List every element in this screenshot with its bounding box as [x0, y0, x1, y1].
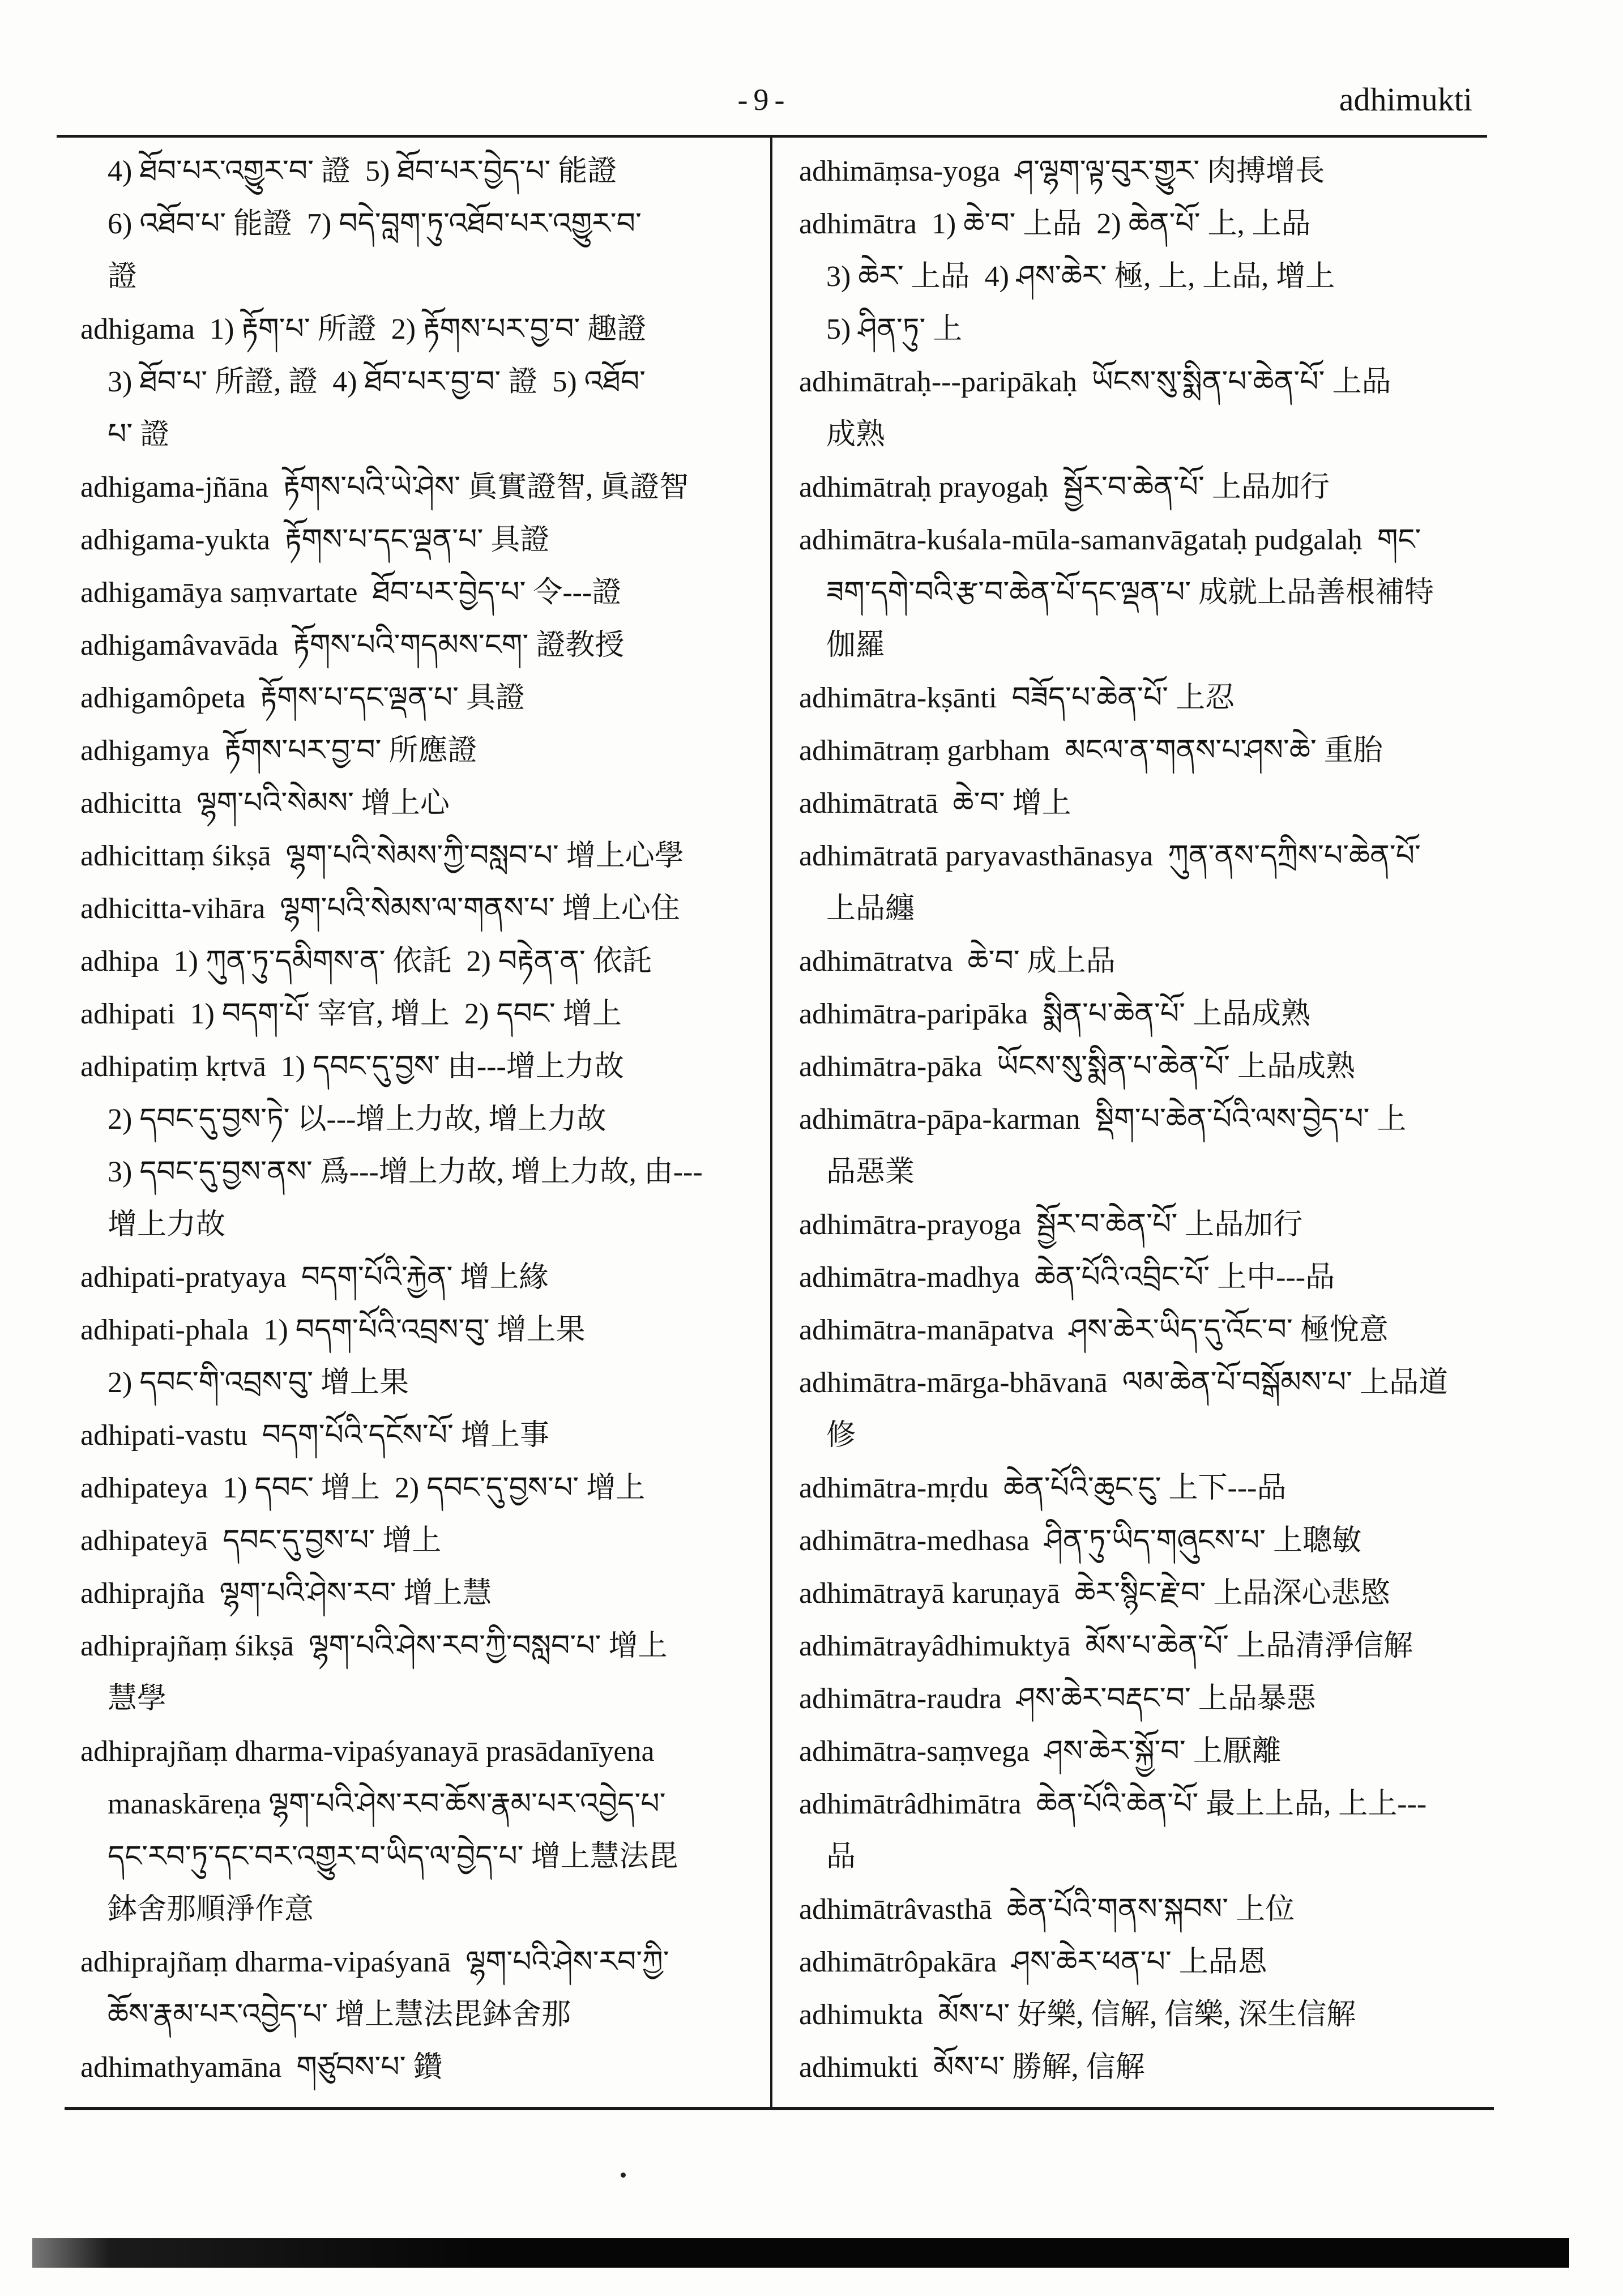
entry-continuation-line [80, 1883, 760, 1936]
dictionary-entry [80, 882, 760, 935]
dictionary-entry [799, 514, 1490, 672]
entry-gloss: ཤ་ལྷག་ལྟ་བུར་གྱུར་ 肉搏增長 [1015, 155, 1325, 187]
headword: adhimātra-raudra [799, 1683, 1002, 1715]
entry-gloss: སྡིག་པ་ཆེན་པོའི་ལས་བྱེད་པ་ 上 [1095, 1103, 1407, 1136]
headword: adhiprajñaṃ dharma-vipaśyanayā prasādanīyena [80, 1735, 655, 1768]
left-column [80, 145, 760, 2094]
entry-first-line [799, 1093, 1490, 1146]
entry-first-line [799, 1567, 1490, 1620]
headword: adhicittaṃ śikṣā [80, 840, 271, 872]
entry-first-line [799, 830, 1490, 882]
headword: adhigamāya saṃvartate [80, 577, 358, 609]
dictionary-entry [799, 830, 1490, 935]
entry-gloss: བདག་པོའི་དངོས་པོ་ 增上事 [262, 1419, 549, 1452]
dictionary-entry [80, 1040, 760, 1251]
entry-gloss: 3) ཆེར་ 上品 4) ཤས་ཆེར་ 極, 上, 上品, 增上 [826, 261, 1335, 293]
headword: adhipatiṃ kṛtvā [80, 1051, 266, 1083]
dictionary-entry [80, 514, 760, 566]
dictionary-entry [799, 2041, 1490, 2094]
headword: adhimukti [799, 2051, 919, 2084]
entry-gloss: སྦྱོར་བ་ཆེན་པོ་ 上品加行 [1063, 471, 1330, 503]
entry-continuation-line [80, 1830, 760, 1883]
headword: adhigamôpeta [80, 682, 246, 714]
entry-gloss: བཟོད་པ་ཆེན་པོ་ 上忍 [1011, 682, 1235, 714]
entry-first-line [799, 145, 1490, 198]
headword: adhigamâvavāda [80, 629, 279, 662]
entry-gloss: 3) དབང་དུ་བྱས་ནས་ 爲---增上力故, 增上力故, 由--- [108, 1156, 703, 1188]
entry-gloss: 1) རྟོག་པ་ 所證 2) རྟོགས་པར་བྱ་བ་ 趣證 [210, 313, 647, 345]
headword: adhimāṃsa-yoga [799, 155, 1001, 187]
headword: adhiprajñaṃ dharma-vipaśyanā [80, 1946, 451, 1978]
entry-first-line [80, 1304, 760, 1356]
entry-continuation-line [80, 408, 760, 461]
entry-first-line [799, 935, 1490, 988]
entry-first-line [799, 1514, 1490, 1567]
dictionary-entry [799, 935, 1490, 988]
dictionary-entry [799, 777, 1490, 830]
entry-first-line [799, 1936, 1490, 1988]
headword: adhimātratva [799, 945, 953, 978]
entry-first-line [80, 1409, 760, 1462]
headword: adhimātra-kṣānti [799, 682, 997, 714]
dictionary-entry [799, 1514, 1490, 1567]
entry-gloss: 伽羅 [826, 629, 886, 662]
entry-continuation-line [80, 198, 760, 250]
entry-first-line [80, 1462, 760, 1514]
dictionary-entry [799, 461, 1490, 514]
headword: adhipati-vastu [80, 1419, 247, 1452]
entry-gloss: ཆེ་བ་ 成上品 [967, 945, 1116, 978]
dictionary-entry [80, 303, 760, 461]
entry-continuation-line [80, 1672, 760, 1725]
entry-gloss: མོས་པ་ 好樂, 信解, 信樂, 深生信解 [938, 1999, 1356, 2031]
entry-continuation-line [799, 250, 1490, 303]
entry-gloss: 1) ཀུན་ཏུ་དམིགས་ན་ 依託 2) བརྟེན་ན་ 依託 [173, 945, 652, 978]
entry-gloss: 1) བདག་པོའི་འབྲས་བུ་ 增上果 [263, 1314, 586, 1346]
column-divider [770, 136, 772, 2109]
entry-gloss: རྟོགས་པའི་ཡེ་ཤེས་ 眞實證智, 眞證智 [283, 471, 689, 503]
bottom-rule [65, 2107, 1494, 2110]
dictionary-entry [799, 1936, 1490, 1988]
entry-gloss: ཀུན་ནས་དཀྲིས་པ་ཆེན་པོ་ [1168, 840, 1421, 872]
headword: adhimātra-prayoga [799, 1209, 1022, 1241]
entry-continuation-line [80, 1778, 760, 1830]
dictionary-entry [80, 1567, 760, 1620]
dictionary-entry [799, 1672, 1490, 1725]
entry-first-line [80, 988, 760, 1040]
entry-first-line [80, 935, 760, 988]
dictionary-entry [799, 1462, 1490, 1514]
dictionary-entry [80, 2041, 760, 2094]
entry-first-line [80, 1040, 760, 1093]
entry-first-line [80, 1725, 760, 1778]
dictionary-entry [799, 1251, 1490, 1304]
entry-first-line [80, 882, 760, 935]
entry-gloss: ཆེན་པོའི་འབྲིང་པོ་ 上中---品 [1034, 1261, 1335, 1294]
entry-first-line [80, 461, 760, 514]
dictionary-entry [799, 1040, 1490, 1093]
entry-gloss: རྟོགས་པར་བྱ་བ་ 所應證 [224, 735, 477, 767]
dictionary-entry [80, 619, 760, 672]
dictionary-entry [799, 1620, 1490, 1672]
headword: adhipateya [80, 1472, 208, 1504]
dictionary-entry [80, 1304, 760, 1409]
entry-gloss: 2) དབང་གི་འབྲས་བུ་ 增上果 [108, 1367, 409, 1399]
entry-gloss: ཆེན་པོའི་ཆེན་པོ་ 最上上品, 上上--- [1036, 1788, 1427, 1820]
entry-gloss: པ་ 證 [108, 419, 170, 451]
entry-first-line [80, 303, 760, 356]
headword: adhimātrayâdhimuktyā [799, 1630, 1071, 1662]
dictionary-entry [799, 198, 1490, 356]
entry-gloss: ཆོས་རྣམ་པར་འབྱེད་པ་ 增上慧法毘鉢舍那 [108, 1999, 571, 2031]
entry-first-line [80, 514, 760, 566]
dictionary-entry [80, 1514, 760, 1567]
headword: adhiprajñaṃ śikṣā [80, 1630, 294, 1662]
entry-gloss: ལྷག་པའི་སེམས་ལ་གནས་པ་ 增上心住 [280, 893, 680, 925]
entry-continuation-line [799, 1146, 1490, 1198]
headword: adhipati-pratyaya [80, 1261, 287, 1294]
entry-continuation-line [80, 356, 760, 408]
entry-continuation-line [799, 303, 1490, 356]
entry-gloss: ལྷག་པའི་སེམས་ 增上心 [197, 787, 450, 820]
dictionary-entry [80, 1725, 760, 1936]
headword: adhimātratā [799, 787, 938, 820]
headword: adhipati-phala [80, 1314, 249, 1346]
entry-gloss: རྟོགས་པ་དང་ལྡན་པ་ 具證 [260, 682, 526, 714]
entry-gloss: 1) ཆེ་བ་ 上品 2) ཆེན་པོ་ 上, 上品 [931, 208, 1311, 240]
entry-first-line [80, 1251, 760, 1304]
entry-continuation-line [799, 1830, 1490, 1883]
entry-gloss: སྦྱོར་བ་ཆེན་པོ་ 上品加行 [1036, 1209, 1303, 1241]
entry-gloss: ཤིན་ཏུ་ཡིད་གཞུངས་པ་ 上聰敏 [1044, 1525, 1362, 1557]
entry-first-line [80, 724, 760, 777]
entry-gloss: 上品纏 [826, 893, 915, 925]
entry-gloss: 1) དབང་ 增上 2) དབང་དུ་བྱས་པ་ 增上 [223, 1472, 646, 1504]
dictionary-entry [80, 1936, 760, 2041]
entry-first-line [799, 356, 1490, 408]
dictionary-entry [799, 1356, 1490, 1462]
entry-continuation-line [80, 1988, 760, 2041]
entry-gloss: སྨིན་པ་ཆེན་པོ་ 上品成熟 [1043, 998, 1311, 1030]
entry-gloss: ཤས་ཆེར་ཕན་པ་ 上品恩 [1011, 1946, 1267, 1978]
entry-first-line [799, 1356, 1490, 1409]
entry-first-line [799, 1040, 1490, 1093]
dictionary-entry [80, 777, 760, 830]
headword: adhimātraḥ---paripākaḥ [799, 366, 1077, 398]
headword: adhimātraṃ garbham [799, 735, 1050, 767]
entry-first-line [80, 1567, 760, 1620]
entry-first-line [799, 1620, 1490, 1672]
dictionary-entry [80, 1251, 760, 1304]
headword: adhimātra-pāka [799, 1051, 983, 1083]
dictionary-entry [799, 672, 1490, 724]
headword: adhimātrâvasthā [799, 1893, 992, 1926]
entry-gloss: 4) ཐོབ་པར་འགྱུར་བ་ 證 5) ཐོབ་པར་བྱེད་པ་ 能證 [108, 155, 617, 187]
entry-first-line [799, 1988, 1490, 2041]
entry-first-line [799, 1462, 1490, 1514]
entry-gloss: 5) ཤིན་ཏུ་ 上 [826, 313, 963, 345]
entry-first-line [80, 1936, 760, 1988]
entry-gloss: མོས་པ་ 勝解, 信解 [933, 2051, 1145, 2084]
entry-gloss: 成熟 [826, 419, 886, 451]
entry-gloss: ལྷག་པའི་སེམས་ཀྱི་བསླབ་པ་ 增上心學 [285, 840, 684, 872]
entry-gloss: 增上力故 [108, 1209, 226, 1241]
dictionary-entry [80, 935, 760, 988]
dictionary-entry [80, 988, 760, 1040]
entry-gloss: 證 [108, 261, 138, 293]
running-head: adhimukti [1339, 81, 1472, 118]
headword: adhigama-jñāna [80, 471, 269, 503]
entry-first-line [80, 777, 760, 830]
entry-gloss: ལྷག་པའི་ཤེས་རབ་ཀྱི་ [465, 1946, 669, 1978]
entry-gloss: གང་ [1377, 524, 1421, 556]
headword: adhiprajña [80, 1577, 205, 1610]
headword: adhicitta-vihāra [80, 893, 266, 925]
entry-first-line [799, 198, 1490, 250]
entry-first-line [799, 724, 1490, 777]
right-column [799, 145, 1490, 2094]
entry-first-line [80, 830, 760, 882]
headword: adhimātra-madhya [799, 1261, 1020, 1294]
headword: adhimātraḥ prayogaḥ [799, 471, 1049, 503]
entry-gloss: ཡོངས་སུ་སྨིན་པ་ཆེན་པོ་ 上品 [1091, 366, 1391, 398]
headword: adhimātra-mṛdu [799, 1472, 989, 1504]
entry-gloss: ཤས་ཆེར་སྐྱོ་བ་ 上厭離 [1044, 1735, 1282, 1768]
page-number: -9- [737, 83, 791, 117]
entry-first-line [799, 1251, 1490, 1304]
entry-gloss: ལྷག་པའི་ཤེས་རབ་ 增上慧 [219, 1577, 492, 1610]
headword: adhimātratā paryavasthānasya [799, 840, 1154, 872]
dictionary-entry [80, 461, 760, 514]
dictionary-entry [80, 145, 760, 303]
entry-gloss: ཆེར་སྙིང་རྗེ་བ་ 上品深心悲愍 [1074, 1577, 1390, 1610]
entry-gloss: བདག་པོའི་རྐྱེན་ 增上緣 [301, 1261, 549, 1294]
dictionary-entry [80, 1462, 760, 1514]
headword: adhimathyamāna [80, 2051, 282, 2084]
entry-first-line [799, 1304, 1490, 1356]
entry-first-line [80, 566, 760, 619]
headword: adhimātra-pāpa-karman [799, 1103, 1080, 1136]
entry-first-line [799, 988, 1490, 1040]
entry-continuation-line [80, 1146, 760, 1198]
entry-gloss: ལམ་ཆེན་པོ་བསྒོམས་པ་ 上品道 [1122, 1367, 1448, 1399]
headword: adhipati [80, 998, 176, 1030]
entry-gloss: མངལ་ན་གནས་པ་ཤས་ཆེ་ 重胎 [1065, 735, 1383, 767]
headword: adhicitta [80, 787, 182, 820]
entry-gloss: ཤས་ཆེར་བརྡང་བ་ 上品暴惡 [1016, 1683, 1316, 1715]
headword: adhigama [80, 313, 195, 345]
headword: adhimātra-saṃvega [799, 1735, 1030, 1768]
entry-first-line [799, 461, 1490, 514]
entry-gloss: ལྷག་པའི་ཤེས་རབ་ཀྱི་བསླབ་པ་ 增上 [308, 1630, 668, 1662]
entry-gloss: རྟོགས་པའི་གདམས་ངག་ 證教授 [293, 629, 625, 662]
dictionary-entry [80, 724, 760, 777]
entry-first-line [799, 1725, 1490, 1778]
headword: adhipa [80, 945, 159, 978]
headword: adhimātra-manāpatva [799, 1314, 1054, 1346]
headword: adhimātra-paripāka [799, 998, 1028, 1030]
entry-gloss: དབང་དུ་བྱས་པ་ 增上 [223, 1525, 442, 1557]
entry-gloss: ཆེན་པོའི་ཆུང་ངུ་ 上下---品 [1003, 1472, 1287, 1504]
entry-first-line [799, 1778, 1490, 1830]
entry-continuation-line [80, 1198, 760, 1251]
dictionary-entry [799, 988, 1490, 1040]
dictionary-entry [80, 830, 760, 882]
entry-continuation-line [799, 566, 1490, 619]
headword: adhimukta [799, 1999, 924, 2031]
entry-first-line [799, 672, 1490, 724]
dictionary-entry [799, 724, 1490, 777]
scan-edge-shadow [32, 2238, 1569, 2268]
dictionary-entry [799, 145, 1490, 198]
entry-continuation-line [799, 1409, 1490, 1462]
entry-gloss: ཆེན་པོའི་གནས་སྐབས་ 上位 [1006, 1893, 1295, 1926]
dictionary-entry [799, 356, 1490, 461]
entry-gloss: དང་རབ་ཏུ་དང་བར་འགྱུར་བ་ཡིད་ལ་བྱེད་པ་ 增上慧法毘 [108, 1841, 678, 1873]
entry-continuation-line [80, 145, 760, 198]
entry-gloss: ཟག་དགེ་བའི་རྩ་བ་ཆེན་པོ་དང་ལྡན་པ་ 成就上品善根補特 [826, 577, 1434, 609]
headword: adhimātra-kuśala-mūla-samanvāgataḥ pudgalaḥ [799, 524, 1363, 556]
entry-gloss: རྟོགས་པ་དང་ལྡན་པ་ 具證 [284, 524, 550, 556]
dictionary-entry [799, 1883, 1490, 1936]
dictionary-entry [799, 1304, 1490, 1356]
entry-continuation-line [799, 619, 1490, 672]
entry-gloss: 鉢舍那順淨作意 [108, 1893, 314, 1926]
headword: adhimātra [799, 208, 917, 240]
entry-first-line [80, 672, 760, 724]
headword: adhimātrâdhimātra [799, 1788, 1022, 1820]
entry-first-line [80, 619, 760, 672]
dictionary-entry [80, 1620, 760, 1725]
headword: adhimātrayā karuṇayā [799, 1577, 1060, 1610]
entry-gloss: 品惡業 [826, 1156, 915, 1188]
headword: adhimātra-medhasa [799, 1525, 1030, 1557]
entry-continuation-line [80, 1356, 760, 1409]
entry-gloss: 1) བདག་པོ་ 宰官, 增上 2) དབང་ 增上 [190, 998, 622, 1030]
entry-gloss: ཤས་ཆེར་ཡིད་དུ་འོང་བ་ 極悅意 [1069, 1314, 1389, 1346]
entry-gloss: manaskāreṇa ལྷག་པའི་ཤེས་རབ་ཆོས་རྣམ་པར་འབྱེད་པ་ [108, 1788, 666, 1820]
entry-first-line [799, 2041, 1490, 2094]
dictionary-entry [80, 1409, 760, 1462]
headword: adhimātra-mārga-bhāvanā [799, 1367, 1108, 1399]
dictionary-entry [799, 1093, 1490, 1198]
entry-gloss: 慧學 [108, 1683, 167, 1715]
entry-gloss: ཆེ་བ་ 增上 [953, 787, 1071, 820]
dictionary-entry [799, 1567, 1490, 1620]
entry-first-line [80, 1514, 760, 1567]
headword: adhigama-yukta [80, 524, 270, 556]
entry-gloss: 3) ཐོབ་པ་ 所證, 證 4) ཐོབ་པར་བྱ་བ་ 證 5) འཐོབ་ [108, 366, 646, 398]
headword: adhipateyā [80, 1525, 208, 1557]
entry-gloss: 修 [826, 1419, 856, 1452]
dictionary-entry [799, 1778, 1490, 1883]
headword: adhigamya [80, 735, 210, 767]
entry-continuation-line [799, 408, 1490, 461]
entry-gloss: 6) འཐོབ་པ་ 能證 7) བདེ་བླག་ཏུ་འཐོབ་པར་འགྱུར་བ་ [108, 208, 642, 240]
entry-continuation-line [80, 1093, 760, 1146]
entry-gloss: 2) དབང་དུ་བྱས་ཏེ་ 以---增上力故, 增上力故 [108, 1103, 607, 1136]
entry-first-line [80, 2041, 760, 2094]
entry-gloss: ཐོབ་པར་བྱེད་པ་ 令---證 [372, 577, 622, 609]
entry-continuation-line [799, 882, 1490, 935]
entry-first-line [799, 1198, 1490, 1251]
entry-gloss: 品 [826, 1841, 856, 1873]
dictionary-entry [80, 672, 760, 724]
dictionary-entry [80, 566, 760, 619]
entry-first-line [799, 1672, 1490, 1725]
dictionary-entry [799, 1725, 1490, 1778]
headword: adhimātrôpakāra [799, 1946, 997, 1978]
entry-first-line [80, 1620, 760, 1672]
entry-first-line [799, 1883, 1490, 1936]
entry-gloss: 1) དབང་དུ་བྱས་ 由---增上力故 [280, 1051, 624, 1083]
entry-gloss: ཡོངས་སུ་སྨིན་པ་ཆེན་པོ་ 上品成熟 [997, 1051, 1355, 1083]
entry-first-line [799, 777, 1490, 830]
entry-continuation-line [80, 250, 760, 303]
entry-gloss: གཙུབས་པ་ 鑽 [296, 2051, 443, 2084]
dictionary-entry [799, 1198, 1490, 1251]
scan-speck [621, 2173, 626, 2178]
dictionary-entry [799, 1988, 1490, 2041]
entry-gloss: མོས་པ་ཆེན་པོ་ 上品清淨信解 [1085, 1630, 1413, 1662]
entry-first-line [799, 514, 1490, 566]
